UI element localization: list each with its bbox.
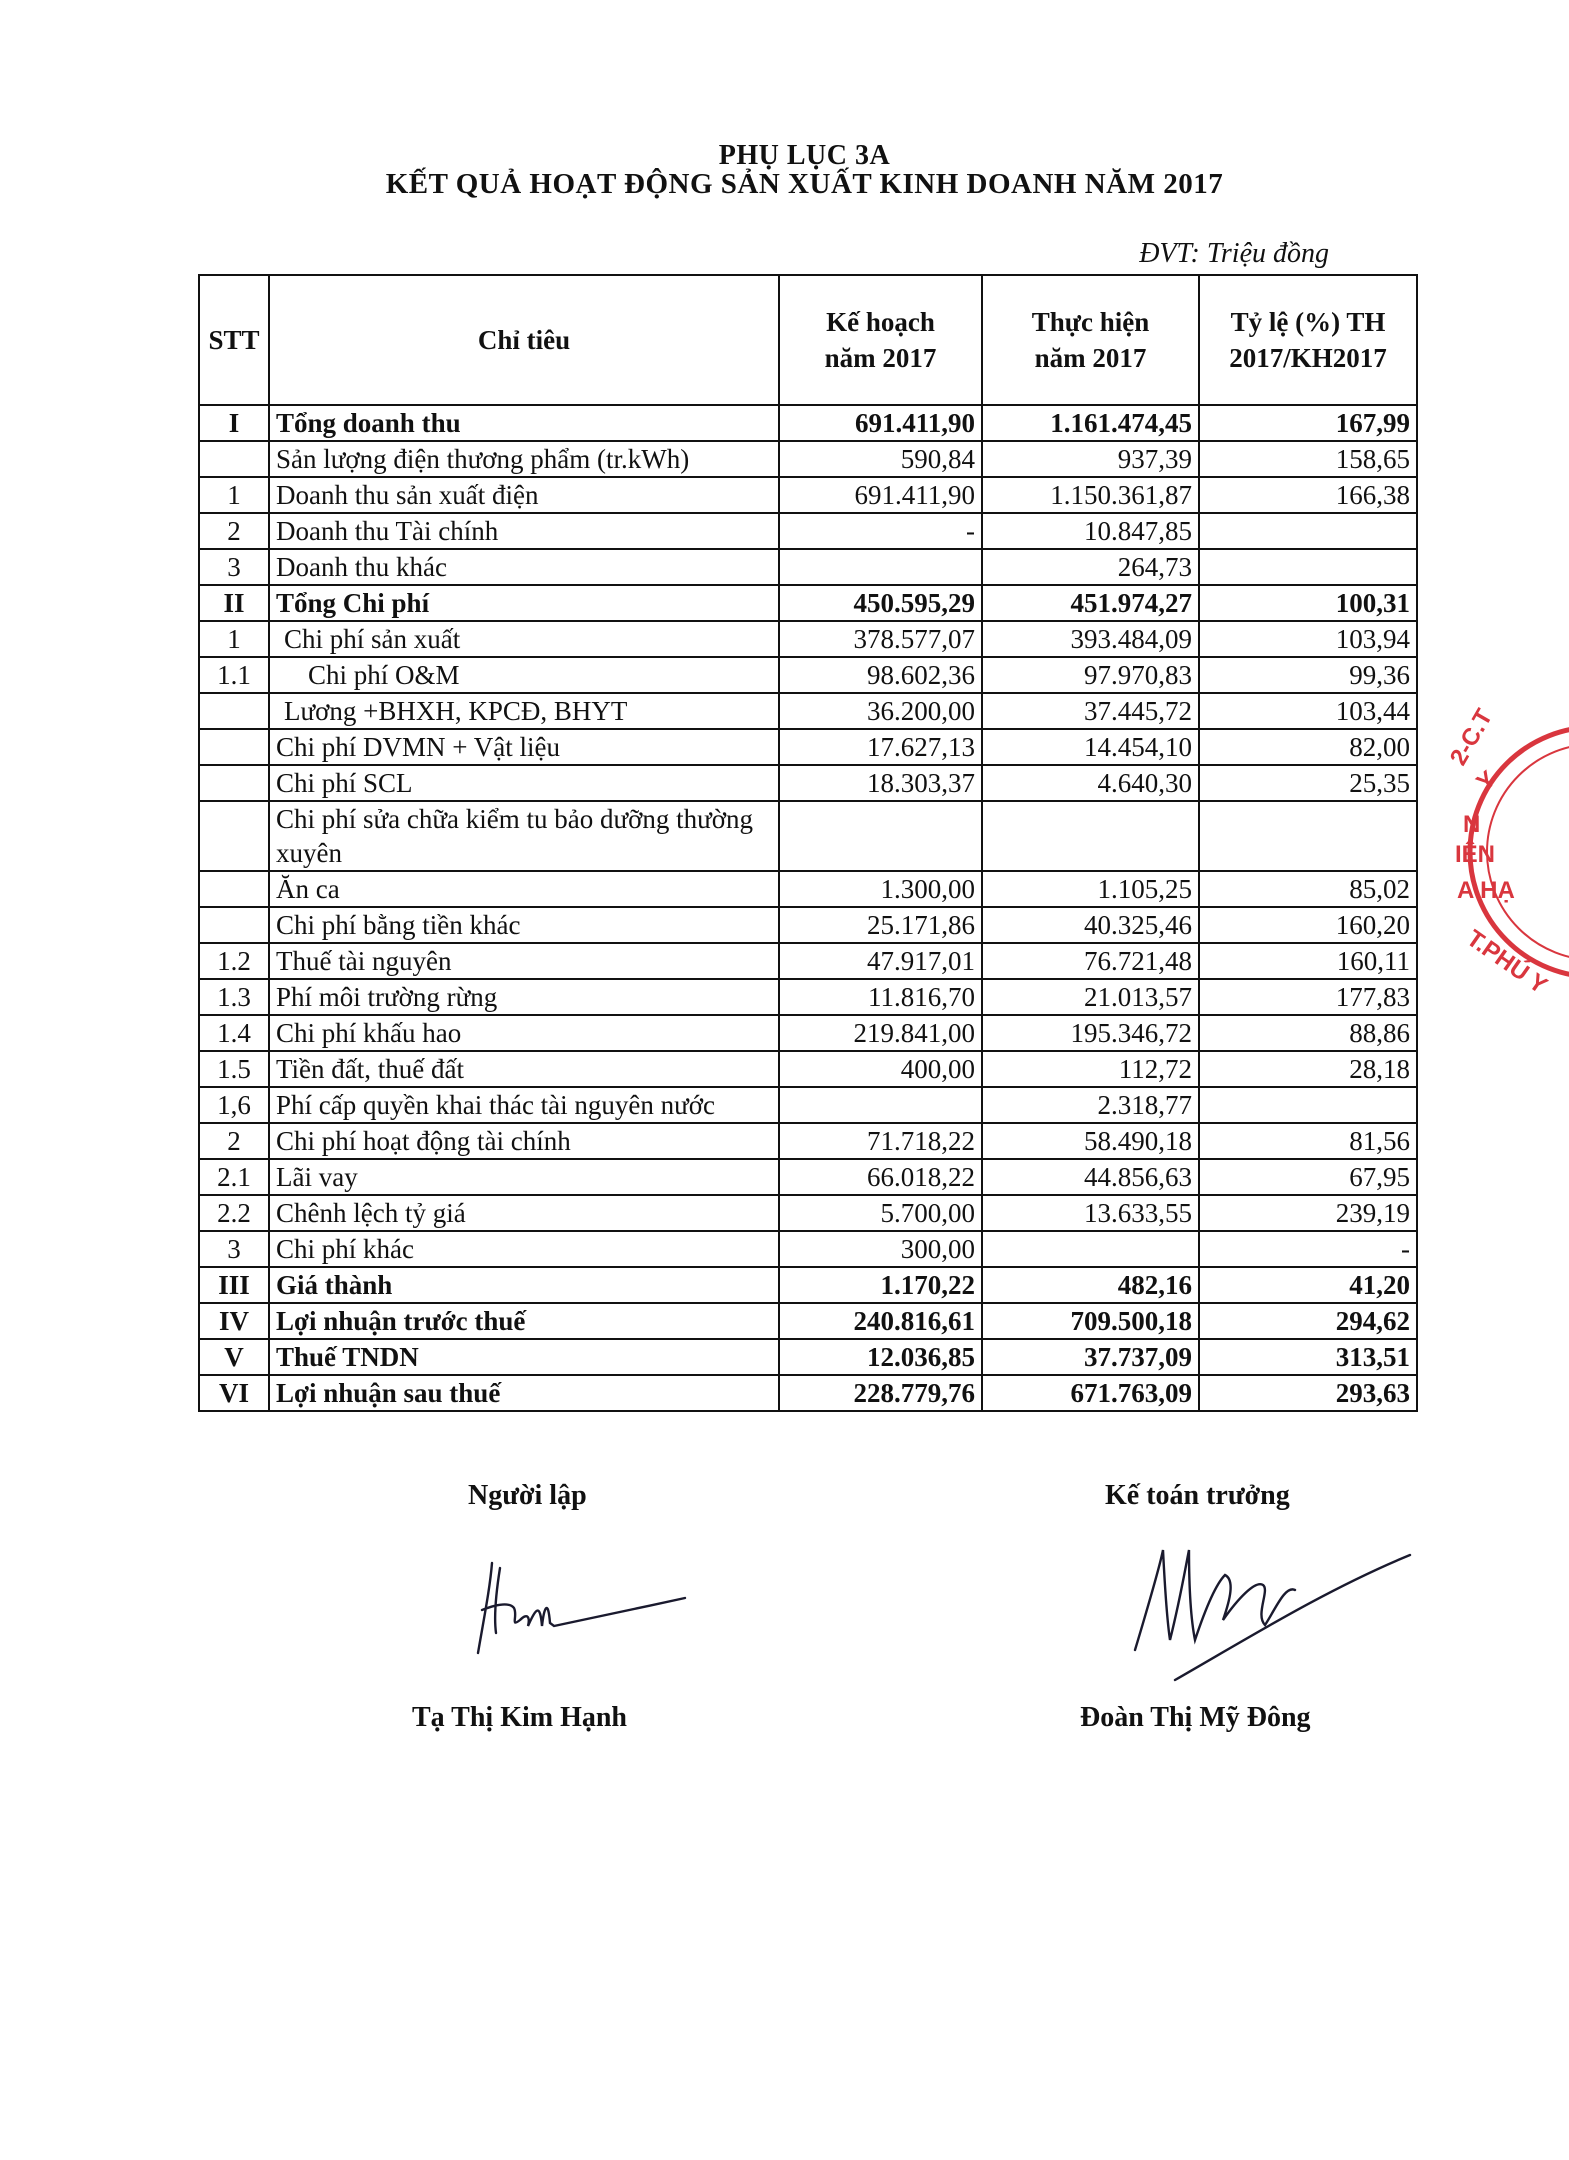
header-actual-line1: Thực hiện [1031, 307, 1150, 337]
row-stt: VI [199, 1375, 269, 1411]
table-row [199, 1015, 1417, 1051]
row-actual: 393.484,09 [982, 621, 1199, 657]
table-row [199, 513, 1417, 549]
row-stt [199, 871, 269, 907]
row-name: Tổng doanh thu [269, 405, 779, 441]
row-plan: 691.411,90 [779, 405, 982, 441]
row-stt: 2 [199, 1123, 269, 1159]
row-stt: 2.1 [199, 1159, 269, 1195]
header-actual [982, 275, 1199, 405]
row-stt: I [199, 405, 269, 441]
row-plan: 400,00 [779, 1051, 982, 1087]
table-row [199, 1195, 1417, 1231]
table-row [199, 1375, 1417, 1411]
row-ratio: 158,65 [1199, 441, 1417, 477]
row-name: Lợi nhuận trước thuế [269, 1303, 779, 1339]
row-name: Doanh thu khác [269, 549, 779, 585]
table-row [199, 765, 1417, 801]
row-name: Phí cấp quyền khai thác tài nguyên nước [269, 1087, 779, 1123]
table-row [199, 621, 1417, 657]
row-ratio: 67,95 [1199, 1159, 1417, 1195]
row-ratio: 103,44 [1199, 693, 1417, 729]
row-actual: 97.970,83 [982, 657, 1199, 693]
table-row [199, 1087, 1417, 1123]
table-row [199, 1123, 1417, 1159]
row-plan: 11.816,70 [779, 979, 982, 1015]
table-row [199, 1267, 1417, 1303]
row-ratio: 82,00 [1199, 729, 1417, 765]
table-row [199, 907, 1417, 943]
table-row [199, 585, 1417, 621]
row-name: Tiền đất, thuế đất [269, 1051, 779, 1087]
row-actual [982, 1231, 1199, 1267]
row-actual: 44.856,63 [982, 1159, 1199, 1195]
row-name: Doanh thu sản xuất điện [269, 477, 779, 513]
row-ratio: 167,99 [1199, 405, 1417, 441]
table-row [199, 1303, 1417, 1339]
row-name: Tổng Chi phí [269, 585, 779, 621]
row-plan: 1.170,22 [779, 1267, 982, 1303]
header-stt: STT [199, 275, 269, 405]
row-actual: 4.640,30 [982, 765, 1199, 801]
row-stt [199, 441, 269, 477]
row-ratio: 41,20 [1199, 1267, 1417, 1303]
row-name: Phí môi trường rừng [269, 979, 779, 1015]
row-name: Thuế TNDN [269, 1339, 779, 1375]
row-ratio: 25,35 [1199, 765, 1417, 801]
row-ratio: 313,51 [1199, 1339, 1417, 1375]
row-actual: 14.454,10 [982, 729, 1199, 765]
table-row [199, 1231, 1417, 1267]
row-stt: III [199, 1267, 269, 1303]
row-ratio [1199, 801, 1417, 871]
row-plan: 590,84 [779, 441, 982, 477]
row-ratio: 160,11 [1199, 943, 1417, 979]
row-actual: 1.105,25 [982, 871, 1199, 907]
row-actual: 21.013,57 [982, 979, 1199, 1015]
row-ratio: 239,19 [1199, 1195, 1417, 1231]
row-stt [199, 907, 269, 943]
row-plan: 17.627,13 [779, 729, 982, 765]
row-plan: 36.200,00 [779, 693, 982, 729]
row-name: Chi phí khấu hao [269, 1015, 779, 1051]
accountant-signature [1115, 1530, 1415, 1690]
header-actual-line2: năm 2017 [1034, 343, 1147, 373]
header-name: Chỉ tiêu [269, 275, 779, 405]
row-stt: 1.1 [199, 657, 269, 693]
row-stt [199, 801, 269, 871]
row-name: Chênh lệch tỷ giá [269, 1195, 779, 1231]
row-actual: 482,16 [982, 1267, 1199, 1303]
row-plan: 450.595,29 [779, 585, 982, 621]
row-ratio: 88,86 [1199, 1015, 1417, 1051]
header-plan [779, 275, 982, 405]
row-stt: 1.5 [199, 1051, 269, 1087]
row-plan: 66.018,22 [779, 1159, 982, 1195]
preparer-signature [470, 1548, 690, 1668]
row-name: Thuế tài nguyên [269, 943, 779, 979]
table-row [199, 729, 1417, 765]
row-plan: 25.171,86 [779, 907, 982, 943]
row-ratio: 293,63 [1199, 1375, 1417, 1411]
row-actual [982, 801, 1199, 871]
table-row [199, 943, 1417, 979]
row-plan: 5.700,00 [779, 1195, 982, 1231]
row-stt: V [199, 1339, 269, 1375]
row-stt: 1.3 [199, 979, 269, 1015]
row-ratio [1199, 513, 1417, 549]
row-stt: 2 [199, 513, 269, 549]
row-actual: 13.633,55 [982, 1195, 1199, 1231]
appendix-title: PHỤ LỤC 3A [718, 140, 891, 171]
row-stt: 1,6 [199, 1087, 269, 1123]
row-name: Lợi nhuận sau thuế [269, 1375, 779, 1411]
preparer-label: Người lập [468, 1480, 587, 1511]
row-name: Sản lượng điện thương phẩm (tr.kWh) [269, 441, 779, 477]
row-ratio: 28,18 [1199, 1051, 1417, 1087]
header-ratio [1199, 275, 1417, 405]
row-plan [779, 801, 982, 871]
row-name: Doanh thu Tài chính [269, 513, 779, 549]
table-row [199, 1339, 1417, 1375]
row-actual: 76.721,48 [982, 943, 1199, 979]
row-actual: 709.500,18 [982, 1303, 1199, 1339]
header-ratio-line2: 2017/KH2017 [1229, 343, 1387, 373]
table-row [199, 1159, 1417, 1195]
stamp-text: T.PHÚ Y [1461, 924, 1553, 1000]
row-stt [199, 765, 269, 801]
row-actual: 1.161.474,45 [982, 405, 1199, 441]
unit-label: ĐVT: Triệu đồng [1139, 238, 1329, 269]
row-ratio: - [1199, 1231, 1417, 1267]
row-name: Giá thành [269, 1267, 779, 1303]
row-plan: 240.816,61 [779, 1303, 982, 1339]
row-stt: 1.4 [199, 1015, 269, 1051]
row-stt [199, 693, 269, 729]
table-row [199, 477, 1417, 513]
table-row [199, 657, 1417, 693]
row-stt [199, 729, 269, 765]
row-plan: 1.300,00 [779, 871, 982, 907]
row-actual: 10.847,85 [982, 513, 1199, 549]
row-stt: 1 [199, 477, 269, 513]
row-stt: 1 [199, 621, 269, 657]
company-stamp-fragment [1444, 704, 1553, 1000]
row-plan: 47.917,01 [779, 943, 982, 979]
row-ratio: 81,56 [1199, 1123, 1417, 1159]
row-name: Lương +BHXH, KPCĐ, BHYT [269, 693, 779, 729]
row-name: Chi phí bằng tiền khác [269, 907, 779, 943]
row-actual: 2.318,77 [982, 1087, 1199, 1123]
stamp-text: A HẠ [1457, 877, 1515, 904]
row-actual: 264,73 [982, 549, 1199, 585]
row-ratio: 177,83 [1199, 979, 1417, 1015]
stamp-text: Y [1471, 765, 1502, 797]
row-actual: 37.737,09 [982, 1339, 1199, 1375]
row-name: Chi phí khác [269, 1231, 779, 1267]
row-plan: - [779, 513, 982, 549]
row-actual: 937,39 [982, 441, 1199, 477]
preparer-name: Tạ Thị Kim Hạnh [412, 1702, 628, 1733]
table-row [199, 871, 1417, 907]
stamp-text: IỆN [1455, 841, 1496, 868]
report-title: KẾT QUẢ HOẠT ĐỘNG SẢN XUẤT KINH DOANH NĂM 2017 [385, 168, 1224, 200]
row-stt: IV [199, 1303, 269, 1339]
row-actual: 1.150.361,87 [982, 477, 1199, 513]
row-actual: 195.346,72 [982, 1015, 1199, 1051]
table-row [199, 405, 1417, 441]
row-plan: 71.718,22 [779, 1123, 982, 1159]
accountant-name: Đoàn Thị Mỹ Đông [1080, 1702, 1311, 1733]
row-stt: 1.2 [199, 943, 269, 979]
table-row [199, 1051, 1417, 1087]
stamp-text: 2-C.T [1444, 704, 1499, 770]
row-stt: 2.2 [199, 1195, 269, 1231]
row-ratio: 166,38 [1199, 477, 1417, 513]
header-ratio-line1: Tỷ lệ (%) TH [1230, 307, 1386, 337]
accountant-label: Kế toán trưởng [1105, 1480, 1290, 1511]
row-ratio [1199, 549, 1417, 585]
row-ratio: 99,36 [1199, 657, 1417, 693]
row-plan: 18.303,37 [779, 765, 982, 801]
row-ratio [1199, 1087, 1417, 1123]
row-actual: 112,72 [982, 1051, 1199, 1087]
row-ratio: 100,31 [1199, 585, 1417, 621]
table-row [199, 979, 1417, 1015]
row-name: Chi phí sản xuất [269, 621, 779, 657]
table-row [199, 441, 1417, 477]
row-plan: 691.411,90 [779, 477, 982, 513]
stamp-text: N [1463, 811, 1481, 838]
header-plan-line2: năm 2017 [824, 343, 937, 373]
row-ratio: 160,20 [1199, 907, 1417, 943]
table-row [199, 693, 1417, 729]
row-name: Chi phí hoạt động tài chính [269, 1123, 779, 1159]
row-stt: II [199, 585, 269, 621]
row-stt: 3 [199, 549, 269, 585]
row-ratio: 85,02 [1199, 871, 1417, 907]
row-actual: 58.490,18 [982, 1123, 1199, 1159]
row-stt: 3 [199, 1231, 269, 1267]
row-actual: 40.325,46 [982, 907, 1199, 943]
table-row [199, 549, 1417, 585]
row-plan: 98.602,36 [779, 657, 982, 693]
row-actual: 671.763,09 [982, 1375, 1199, 1411]
header-plan-line1: Kế hoạch [826, 307, 935, 337]
business-results-table [198, 274, 1418, 1412]
row-name: Chi phí SCL [269, 765, 779, 801]
row-actual: 451.974,27 [982, 585, 1199, 621]
row-plan [779, 1087, 982, 1123]
table-row [199, 801, 1417, 871]
row-name: Chi phí sửa chữa kiểm tu bảo dưỡng thường xuyên [269, 801, 779, 871]
row-plan: 219.841,00 [779, 1015, 982, 1051]
row-plan: 300,00 [779, 1231, 982, 1267]
table-body [199, 405, 1417, 1411]
row-name: Chi phí DVMN + Vật liệu [269, 729, 779, 765]
row-ratio: 103,94 [1199, 621, 1417, 657]
row-actual: 37.445,72 [982, 693, 1199, 729]
row-name: Lãi vay [269, 1159, 779, 1195]
row-plan: 12.036,85 [779, 1339, 982, 1375]
row-ratio: 294,62 [1199, 1303, 1417, 1339]
row-plan: 378.577,07 [779, 621, 982, 657]
table-header-row [199, 275, 1417, 405]
row-plan [779, 549, 982, 585]
row-name: Chi phí O&M [269, 657, 779, 693]
row-name: Ăn ca [269, 871, 779, 907]
row-plan: 228.779,76 [779, 1375, 982, 1411]
